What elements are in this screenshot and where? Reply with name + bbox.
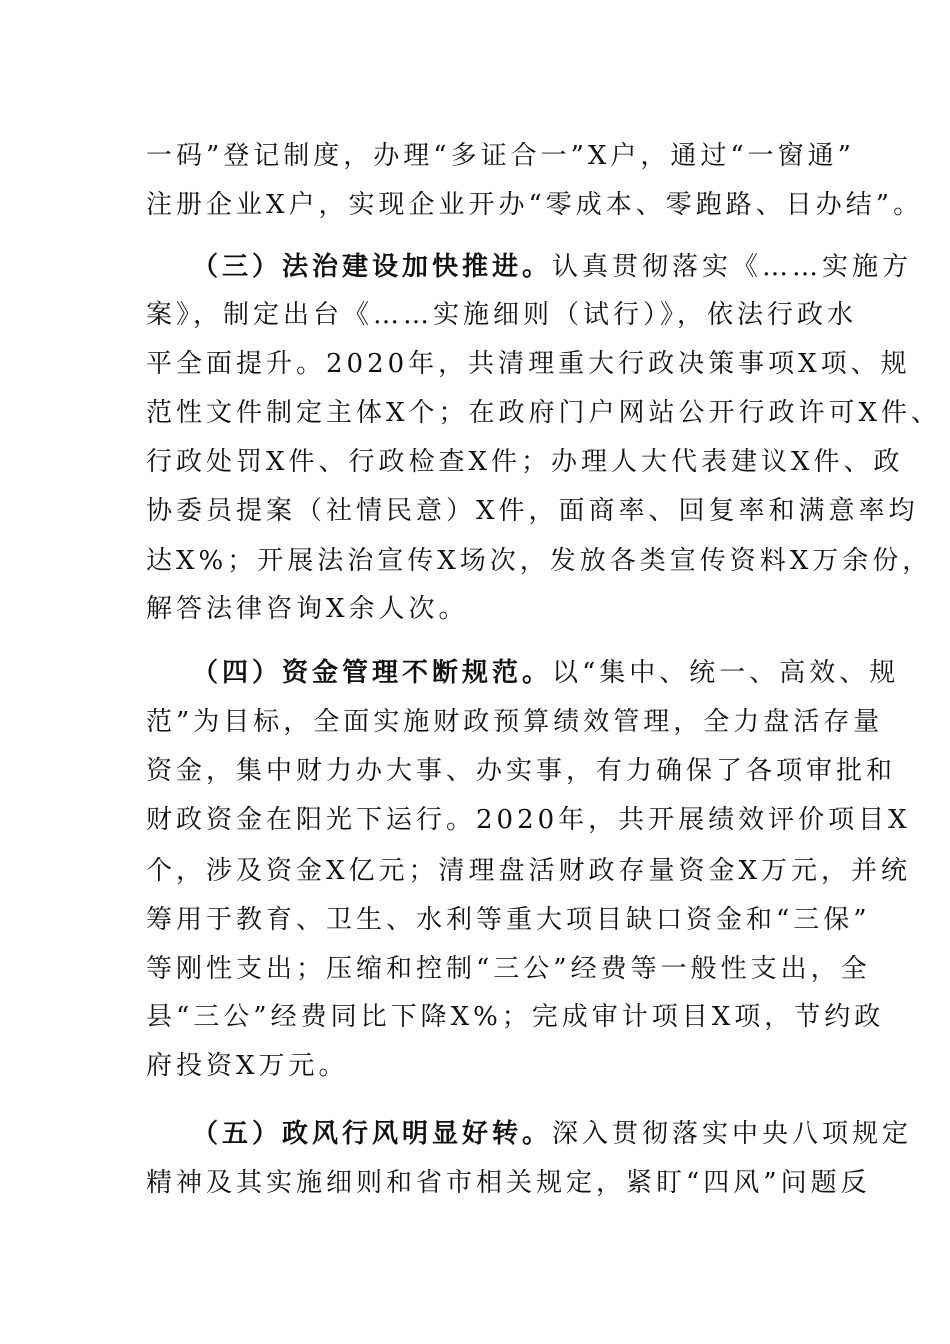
line-text: 协委员提案（社情民意）X件，面商率、回复率和满意率均 [146,496,919,526]
line-text: 深入贯彻落实中央八项规定 [552,1119,913,1149]
line-text: 县“三公”经费同比下降X%；完成审计项目X项，节约政 [146,1002,885,1032]
section-heading-line [192,243,912,291]
line-text: 行政处罚X件、行政检查X件；办理人大代表建议X件、政 [146,447,904,477]
section-heading-line [192,1110,912,1158]
text-line [146,181,923,229]
line-text: 个，涉及资金X亿元；清理盘活财政存量资金X万元，并统 [146,856,912,886]
line-text: 一码”登记制度，办理“多证合一”X户，通过“一窗通” [146,141,855,171]
line-text: 平全面提升。2020年，共清理重大行政决策事项X项、规 [146,349,911,379]
line-text: 解答法律咨询X余人次。 [146,594,469,624]
line-text: 注册企业X户，实现企业开办“零成本、零跑路、日办结”。 [146,190,924,220]
line-text: 财政资金在阳光下运行。2020年，共开展绩效评价项目X [146,805,911,835]
text-line [146,340,911,388]
line-text: 以“集中、统一、高效、规 [552,658,900,688]
line-text: 资金，集中财力办大事、办实事，有力确保了各项审批和 [146,756,897,786]
text-line [146,1042,349,1090]
text-line [146,132,855,180]
section-heading-four: （四）资金管理不断规范。 [192,658,553,688]
text-line [146,585,469,633]
line-text: 筹用于教育、卫生、水利等重大项目缺口资金和“三保” [146,905,871,935]
text-line [146,698,883,746]
section-heading-five: （五）政风行风明显好转。 [192,1119,553,1149]
line-text: 案》，制定出台《……实施细则（试行）》，依法行政水 [146,300,858,330]
text-line [146,896,871,944]
line-text: 精神及其实施细则和省市相关规定，紧盯“四风”问题反 [146,1168,871,1198]
text-line [146,537,932,585]
section-heading-three: （三）法治建设加快推进。 [192,252,553,282]
line-text: 范性文件制定主体X个；在政府门户网站公开行政许可X件、 [146,398,942,428]
text-line [146,291,857,339]
text-line [146,389,941,437]
text-line [146,945,871,993]
text-line [146,438,904,486]
text-line [146,993,884,1041]
line-text: 认真贯彻落实《……实施方 [552,252,913,282]
line-text: 达X%；开展法治宣传X场次，发放各类宣传资料X万余份， [146,546,933,576]
line-text: 范”为目标，全面实施财政预算绩效管理，全力盘活存量 [146,707,884,737]
text-line [146,847,911,895]
line-text: 府投资X万元。 [146,1051,349,1081]
section-heading-line [192,649,899,697]
text-line [146,1159,871,1207]
text-line [146,796,911,844]
line-text: 等刚性支出；压缩和控制“三公”经费等一般性支出，全 [146,954,871,984]
text-line [146,747,896,795]
text-line [146,487,919,535]
